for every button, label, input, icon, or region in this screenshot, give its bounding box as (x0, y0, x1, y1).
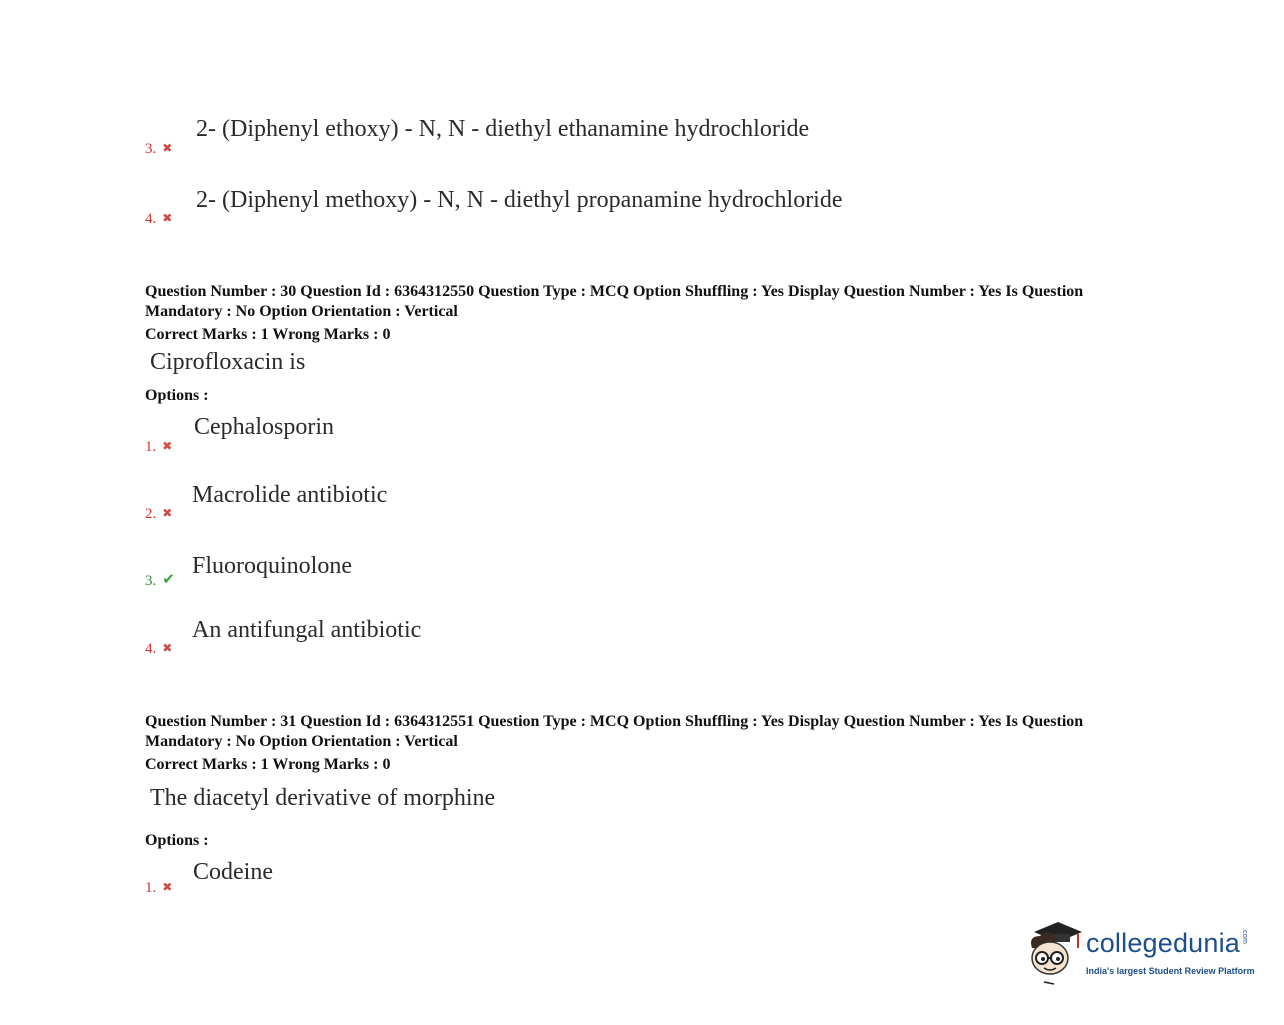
cross-mark-icon: ✖ (162, 211, 173, 225)
options-label: Options : (145, 387, 209, 404)
option-text: 2- (Diphenyl methoxy) - N, N - diethyl propanamine hydrochloride (196, 187, 843, 213)
option-number: 4. (145, 211, 157, 227)
option-text: Codeine (193, 859, 273, 885)
collegedunia-logo (1024, 918, 1264, 988)
option-number: 4. (145, 641, 157, 657)
option-text: Fluoroquinolone (192, 553, 352, 579)
question-meta: Question Number : 30 Question Id : 6364312550 Question Type : MCQ Option Shuffling : Yes Display Question Number : Yes Is Question Mandatory : No Option Orientation : Vertical (145, 283, 1084, 320)
brand-name: collegedunia (1086, 928, 1241, 958)
option-number: 1. (145, 880, 157, 896)
option-text: An antifungal antibiotic (192, 617, 422, 643)
check-mark-icon: ✔ (162, 572, 175, 588)
option-number: 2. (145, 506, 157, 522)
cross-mark-icon: ✖ (162, 880, 173, 894)
question-marks: Correct Marks : 1 Wrong Marks : 0 (145, 326, 391, 343)
option-number: 3. (145, 573, 157, 589)
options-label: Options : (145, 832, 209, 849)
cross-mark-icon: ✖ (162, 439, 173, 453)
option-number: 3. (145, 141, 157, 157)
option-text: 2- (Diphenyl ethoxy) - N, N - diethyl ethanamine hydrochloride (196, 116, 810, 142)
mascot-icon (1024, 918, 1084, 988)
option-text: Cephalosporin (194, 414, 334, 440)
option-number: 1. (145, 439, 157, 455)
option-text: Macrolide antibiotic (192, 482, 388, 508)
question-marks: Correct Marks : 1 Wrong Marks : 0 (145, 756, 391, 773)
brand-suffix: .com (1241, 928, 1249, 944)
question-stem: The diacetyl derivative of morphine (150, 785, 496, 811)
cross-mark-icon: ✖ (162, 641, 173, 655)
question-stem: Ciprofloxacin is (150, 349, 306, 375)
brand-tagline: India's largest Student Review Platform (1086, 966, 1255, 976)
cross-mark-icon: ✖ (162, 141, 173, 155)
cross-mark-icon: ✖ (162, 506, 173, 520)
question-meta: Question Number : 31 Question Id : 6364312551 Question Type : MCQ Option Shuffling : Yes Display Question Number : Yes Is Question Mandatory : No Option Orientation : Vertical (145, 713, 1084, 750)
